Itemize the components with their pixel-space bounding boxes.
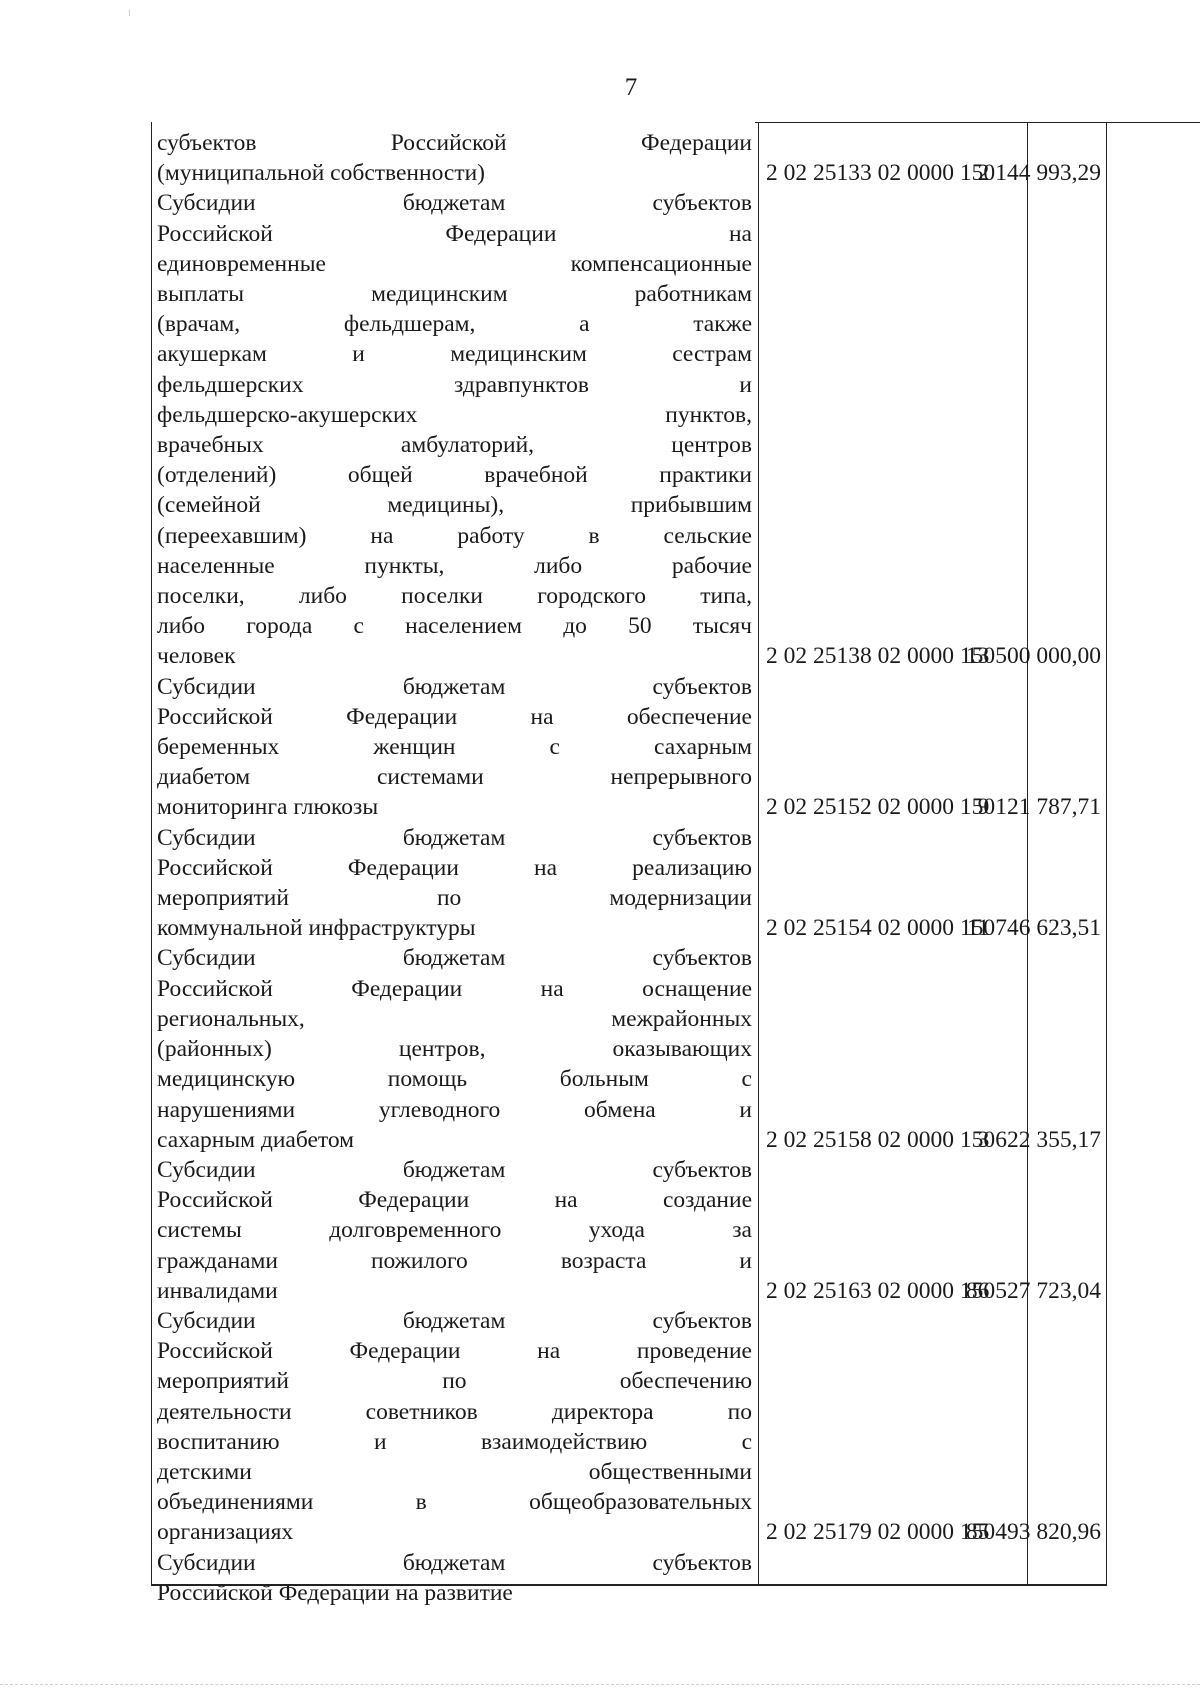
row-amount: 9 121 787,71 <box>977 794 1101 821</box>
description-line: системы долговременного ухода за <box>157 1217 752 1244</box>
description-line: Российской Федерации на реализацию <box>157 854 752 881</box>
table-row <box>151 823 1107 944</box>
description-line: Субсидии бюджетам субъектов <box>157 190 752 217</box>
row-description <box>151 128 752 188</box>
row-budget-code: 2 02 25133 02 0000 150 <box>766 160 996 187</box>
description-line: Субсидии бюджетам субъектов <box>157 1156 752 1183</box>
description-line: беременных женщин с сахарным <box>157 734 752 761</box>
description-line: Российской Федерации на <box>157 220 752 247</box>
row-description <box>151 188 752 671</box>
description-line: Российской Федерации на оснащение <box>157 975 752 1002</box>
description-line: детскими общественными <box>157 1458 752 1485</box>
description-line: (районных) центров, оказывающих <box>157 1036 752 1063</box>
row-budget-code: 2 02 25138 02 0000 150 <box>766 643 996 670</box>
description-line: Субсидии бюджетам субъектов <box>157 945 752 972</box>
description-line: (семейной медицины), прибывшим <box>157 492 752 519</box>
row-amount: 13 500 000,00 <box>965 643 1101 670</box>
table-bottom-rule <box>151 1584 1107 1586</box>
description-line: мероприятий по обеспечению <box>157 1368 752 1395</box>
description-line: поселки, либо поселки городского типа, <box>157 583 752 610</box>
row-description <box>151 823 752 944</box>
description-line: Субсидии бюджетам субъектов <box>157 1549 752 1576</box>
description-line: деятельности советников директора по <box>157 1398 752 1425</box>
description-line: субъектов Российской Федерации <box>157 130 752 156</box>
description-line: Российской Федерации на проведение <box>157 1338 752 1365</box>
scan-artifact-mark: ⁝ <box>128 8 131 18</box>
description-line: (переехавшим) на работу в сельские <box>157 522 752 549</box>
table-row <box>151 943 1107 1154</box>
row-description <box>151 672 752 823</box>
description-line: Субсидии бюджетам субъектов <box>157 824 752 851</box>
description-line: нарушениями углеводного обмена и <box>157 1096 752 1123</box>
row-amount: 3 622 355,17 <box>977 1126 1101 1153</box>
row-description <box>151 1548 752 1608</box>
description-line: выплаты медицинским работникам <box>157 281 752 308</box>
table-row <box>151 672 1107 823</box>
description-line: гражданами пожилого возраста и <box>157 1247 752 1274</box>
description-line: мониторинга глюкозы <box>157 794 379 821</box>
row-description <box>151 1306 752 1548</box>
row-amount: 2 144 993,29 <box>977 160 1101 187</box>
description-line: (муниципальной собственности) <box>157 160 486 187</box>
description-line: сахарным диабетом <box>157 1126 355 1153</box>
table-row <box>151 128 1107 188</box>
row-amount: 11 746 623,51 <box>966 915 1101 942</box>
row-amount: 85 493 820,96 <box>965 1519 1101 1546</box>
description-line: Субсидии бюджетам субъектов <box>157 1307 752 1334</box>
description-line: инвалидами <box>157 1277 278 1304</box>
budget-table <box>151 122 1107 1606</box>
table-row <box>151 188 1107 671</box>
description-line: человек <box>157 643 236 670</box>
description-line: объединениями в общеобразовательных <box>157 1489 752 1516</box>
description-line: населенные пункты, либо рабочие <box>157 552 752 579</box>
table-row <box>151 1155 1107 1306</box>
row-budget-code: 2 02 25154 02 0000 150 <box>766 915 996 942</box>
description-line: Субсидии бюджетам субъектов <box>157 673 752 700</box>
row-budget-code: 2 02 25158 02 0000 150 <box>766 1126 996 1153</box>
description-line: региональных, межрайонных <box>157 1005 752 1032</box>
table-top-rule <box>755 122 1200 123</box>
page-number: 7 <box>624 74 638 101</box>
description-line: организациях <box>157 1519 294 1546</box>
description-line: акушеркам и медицинским сестрам <box>157 341 752 368</box>
description-line: диабетом системами непрерывного <box>157 764 752 791</box>
row-budget-code: 2 02 25152 02 0000 150 <box>766 794 996 821</box>
row-description <box>151 1155 752 1306</box>
description-line: фельдшерско-акушерских пунктов, <box>157 401 752 428</box>
table-row <box>151 1306 1107 1548</box>
description-line: единовременные компенсационные <box>157 250 752 277</box>
description-line: (отделений) общей врачебной практики <box>157 462 752 489</box>
description-line: медицинскую помощь больным с <box>157 1066 752 1093</box>
description-line: либо города с населением до 50 тысяч <box>157 613 752 640</box>
row-description <box>151 943 752 1154</box>
table-body <box>151 128 1107 1608</box>
description-line: Российской Федерации на обеспечение <box>157 703 752 730</box>
row-budget-code: 2 02 25163 02 0000 150 <box>766 1277 996 1304</box>
description-line: воспитанию и взаимодействию с <box>157 1428 752 1455</box>
description-line: Российской Федерации на развитие <box>157 1579 513 1606</box>
row-budget-code: 2 02 25179 02 0000 150 <box>766 1519 996 1546</box>
description-line: фельдшерских здравпунктов и <box>157 371 752 398</box>
table-row <box>151 1548 1107 1608</box>
description-line: Российской Федерации на создание <box>157 1187 752 1214</box>
description-line: коммунальной инфраструктуры <box>157 915 476 942</box>
description-line: мероприятий по модернизации <box>157 885 752 912</box>
scan-edge-line <box>0 1684 1200 1685</box>
row-amount: 86 527 723,04 <box>965 1277 1101 1304</box>
description-line: (врачам, фельдшерам, а также <box>157 311 752 338</box>
description-line: врачебных амбулаторий, центров <box>157 432 752 459</box>
